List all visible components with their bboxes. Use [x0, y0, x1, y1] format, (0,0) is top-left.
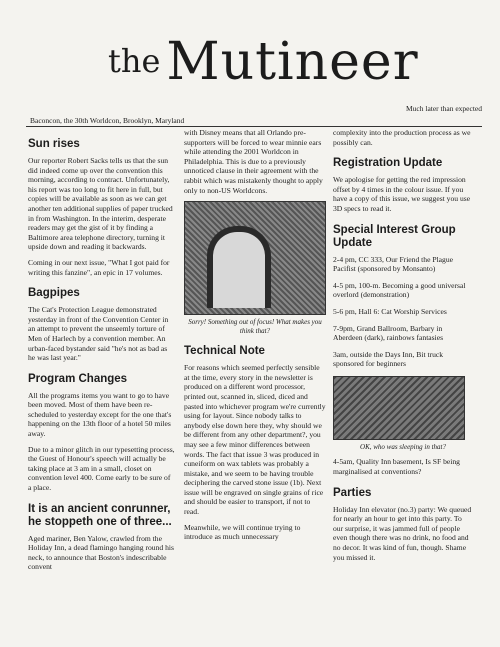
sig-schedule	[333, 255, 473, 369]
archway-shape	[207, 226, 271, 308]
schedule-item: 4-5am, Quality Inn basement, Is SF being marginalised at conventions?	[333, 457, 460, 476]
article-text: Due to a minor glitch in our typesetting process, the Guest of Honour's speech will actually be taking place at 3 am in a small, closet on convention level 400. Come early to be sure of a place.	[28, 444, 175, 493]
article-text: For reasons which seemed perfectly sensible at the time, every story in the newsletter is produced on a different word processor, printed out, scanned in, sliced, diced and pasted into whichever program we're currently using for layout. Since nobody talks to anybody else down here they, why should we be different from any other department?, you may see a few minor differences between words. The fact that issue 3 was produced in cuneiform on wax tablets was probably a mistake, and we seem to be having trouble deciphering the carved stone issue (1b). Next issue will be engraved on single grains of rice and should be easier to transport, if not to read.	[184, 363, 326, 517]
heading-parties: Parties	[333, 486, 372, 499]
photo-caption: OK, who was sleeping in that?	[360, 442, 446, 451]
masthead-the: the	[108, 42, 161, 80]
dateline-note: Much later than expected	[405, 104, 482, 113]
photo-archway	[184, 201, 326, 315]
article-text: All the programs items you want to go to have been moved. Most of them have been re-scheduled to yesterday except for the one that's happening on the 13th floor of a hotel 50 miles away.	[28, 390, 172, 439]
schedule-item: 4-5 pm, 100-m. Becoming a good universal overlord (demonstration)	[333, 280, 466, 300]
photo-bed	[333, 376, 465, 440]
column-2	[184, 128, 326, 548]
column-3	[333, 128, 473, 568]
article-text: Meanwhile, we will continue trying to introduce as much unnecessary	[184, 522, 301, 542]
heading-technical-note: Technical Note	[184, 345, 265, 358]
masthead	[108, 32, 419, 102]
photo-caption: Sorry! Something out of focus! What makes you think that?	[188, 318, 322, 335]
article-text: We apologise for getting the red impression offset by 4 times in the colour issue. If you have a copy of this issue, we suggest you use 3D specs to read it.	[333, 175, 471, 213]
article-text: complexity into the production process as we possibly can.	[333, 128, 471, 147]
article-text: Our reporter Robert Sacks tells us that the sun did indeed come up over the convention this morning, according to contract. Unfortunately, his report was too long to fit here in full, but copies will be available as soon as we can get another ten additional supplies of paper trucked in from Washington. In the interim, desperate readers may get the gist of it by finding a Baltimore area telephone directory, turning it upside down and reading it backwards.	[28, 156, 173, 252]
article-text: Aged mariner, Ben Yalow, crawled from the Holiday Inn, a dead flamingo hanging round his neck, to announce that Boston's indescribable convent	[28, 533, 174, 572]
dateline-location: Baconcon, the 30th Worldcon, Brooklyn, Maryland	[30, 116, 185, 125]
column-1	[28, 128, 175, 578]
heading-sun-rises: Sun rises	[28, 138, 80, 150]
heading-bagpipes: Bagpipes	[28, 287, 80, 300]
article-text: Holiday Inn elevator (no.3) party: We queued for nearly an hour to get into this party. To our surprise, it was jammed full of people even though there was no drink, no food and no decor. It was kind of fun, though. Shame you missed it.	[333, 504, 472, 562]
schedule-item: 7-9pm, Grand Ballroom, Barbary in Aberdeen (dark), rainbows fantasies	[333, 323, 444, 343]
heading-registration-update: Registration Update	[333, 157, 443, 170]
dateline	[26, 104, 482, 127]
article-text: The Cat's Protection League demonstrated yesterday in front of the Convention Center in an attempt to prevent the unseemly torture of Men of Harlech by a convention member. An urban-faced bystander said "he's not as bad as he was last year."	[28, 305, 169, 363]
article-text: Coming in our next issue, "What I got paid for writing this fanzine", an epic in 17 volumes.	[28, 257, 170, 277]
heading-ancient-conrunner: It is an ancient conrunner, he stoppeth one of three...	[28, 502, 172, 528]
schedule-item: 2-4 pm, CC 333, Our Friend the Plague Pacifist (sponsored by Monsanto)	[333, 254, 454, 274]
heading-program-changes: Program Changes	[28, 372, 128, 385]
article-text: with Disney means that all Orlando pre-supporters will be forced to wear minnie ears while attending the 2001 Worldcon in Philadelphia. This is due to a previously unnoticed clause in their agreement with the rabbit which was mistakenly thought to apply only to non-US Worldcons.	[184, 128, 323, 195]
schedule-item: 5-6 pm, Hall 6: Cat Worship Services	[333, 306, 447, 316]
masthead-title: Mutineer	[166, 32, 419, 92]
heading-sig-update: Special Interest Group Update	[333, 223, 456, 249]
schedule-item: 3am, outside the Days Inn, Bit truck sponsored for beginners	[333, 349, 444, 369]
